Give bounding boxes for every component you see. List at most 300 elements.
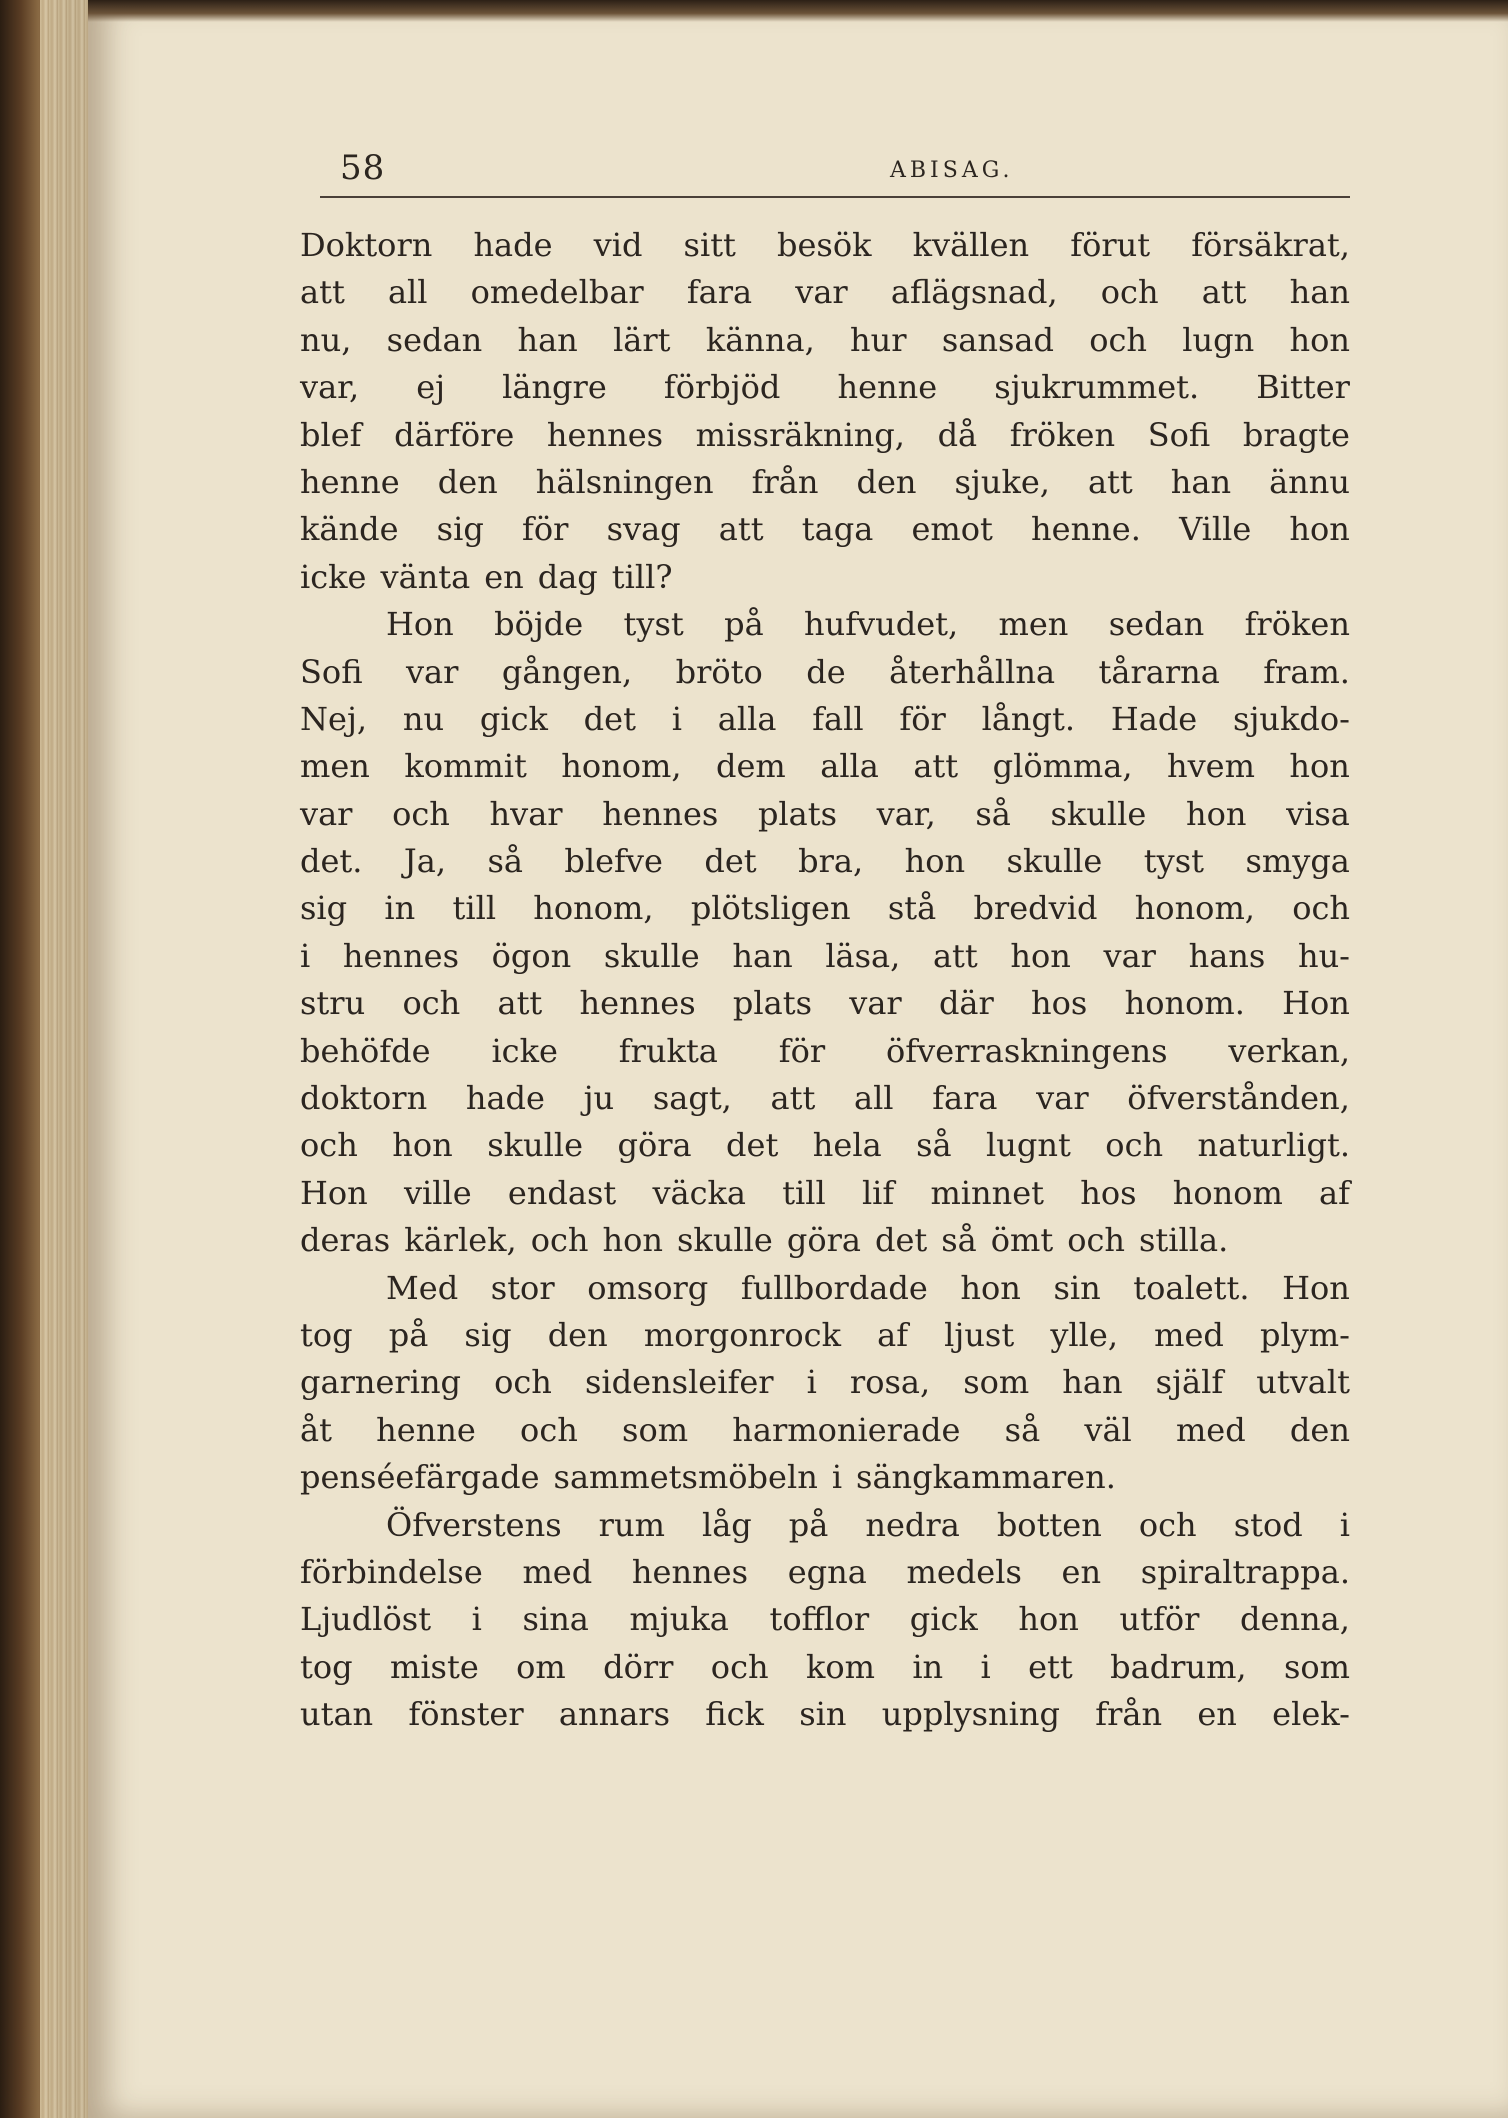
word: fara: [932, 1079, 998, 1118]
word: sin: [799, 1695, 847, 1734]
word: utan: [300, 1695, 374, 1734]
word: alla: [717, 699, 777, 738]
word: af: [877, 1315, 909, 1354]
word: aflägsnad,: [890, 273, 1058, 312]
word: badrum,: [1110, 1647, 1247, 1686]
word: långt.: [981, 699, 1076, 738]
word: förbindelse: [300, 1552, 483, 1591]
word: hon: [960, 1268, 1021, 1307]
word: deras: [300, 1221, 391, 1260]
word: blef: [300, 415, 362, 454]
word: så: [487, 842, 523, 881]
word: den: [437, 462, 498, 501]
word: att: [1087, 462, 1133, 501]
word: det: [583, 699, 636, 738]
word: att: [718, 510, 764, 549]
word: stilla.: [1139, 1221, 1229, 1260]
word: hennes: [631, 1552, 749, 1591]
word: fall: [812, 699, 864, 738]
word: han: [1170, 462, 1232, 501]
word: så: [1004, 1410, 1041, 1449]
word: till: [782, 1173, 826, 1212]
text-line: [300, 459, 1350, 506]
text-line: [300, 1549, 1350, 1596]
text-line: [300, 791, 1350, 838]
word: honom.: [1124, 984, 1245, 1023]
word: känna,: [705, 320, 815, 359]
word: fröken: [1009, 415, 1116, 454]
word: Ljudlöst: [300, 1600, 432, 1639]
word: att: [300, 273, 345, 312]
word: hon: [1185, 794, 1247, 833]
word: och: [1105, 1126, 1164, 1165]
word: utför: [1119, 1600, 1200, 1639]
running-title: ABISAG.: [890, 158, 1014, 183]
word: naturligt.: [1197, 1126, 1350, 1165]
word: ännu: [1269, 462, 1350, 501]
word: spiraltrappa.: [1140, 1552, 1350, 1591]
word: han: [517, 320, 578, 359]
word: återhållna: [889, 652, 1056, 691]
word: som: [622, 1410, 689, 1449]
word: hade: [473, 226, 553, 264]
word: läsa,: [825, 936, 901, 975]
word: det: [726, 1126, 779, 1165]
word: skulle: [677, 1221, 773, 1260]
word: nu: [402, 699, 445, 738]
word: minnet: [930, 1173, 1045, 1212]
word: hon: [1289, 510, 1350, 549]
word: fram.: [1263, 652, 1350, 691]
word: hade: [465, 1079, 545, 1118]
word: sig: [300, 889, 348, 928]
word: med: [1175, 1410, 1246, 1449]
text-line: [300, 364, 1350, 411]
word: en: [484, 557, 524, 596]
word: hon: [1010, 936, 1071, 975]
word: förut: [1070, 226, 1151, 264]
word: honom,: [533, 889, 654, 928]
word: plats: [757, 794, 838, 833]
word: i: [300, 936, 311, 975]
word: annars: [558, 1695, 671, 1734]
text-line: [300, 412, 1350, 459]
word: och: [530, 1221, 589, 1260]
word: honom: [1172, 1173, 1283, 1212]
word: nedra: [865, 1505, 960, 1544]
word: för: [899, 699, 946, 738]
word: garnering: [300, 1363, 462, 1402]
word: behöfde: [300, 1031, 431, 1070]
word: hennes: [546, 415, 664, 454]
word: kommit: [404, 747, 527, 786]
word: han: [1289, 273, 1350, 312]
word: glömma,: [992, 747, 1133, 786]
text-line: [300, 601, 1350, 648]
text-line: [300, 554, 1350, 601]
word: af: [1318, 1173, 1350, 1212]
word: svag: [606, 510, 681, 549]
word: böjde: [494, 605, 584, 644]
word: plötsligen: [690, 889, 851, 928]
word: morgonrock: [643, 1315, 841, 1354]
word: där: [938, 984, 994, 1023]
word: Hon: [300, 1173, 368, 1212]
word: var: [1103, 936, 1156, 975]
word: som: [963, 1363, 1030, 1402]
word: sjukdo-: [1233, 699, 1350, 738]
word: Med: [386, 1268, 459, 1307]
word: och: [300, 1126, 358, 1165]
word: miste: [389, 1647, 479, 1686]
word: medels: [906, 1552, 1022, 1591]
word: henne: [376, 1410, 476, 1449]
word: hennes: [342, 936, 459, 975]
word: och: [1089, 320, 1147, 359]
word: från: [751, 462, 819, 501]
word: sidensleifer: [584, 1363, 774, 1402]
word: skulle: [603, 936, 700, 975]
word: Sofi: [300, 652, 363, 691]
word: penséefärgade: [300, 1458, 540, 1497]
text-line: [300, 269, 1350, 316]
word: hennes: [579, 984, 696, 1023]
word: så: [941, 1221, 977, 1260]
word: Hon: [386, 605, 454, 644]
word: för: [521, 510, 569, 549]
word: lärt: [613, 320, 671, 359]
word: kände: [300, 510, 399, 549]
word: hon: [1018, 1600, 1079, 1639]
word: till?: [611, 557, 673, 596]
text-line: [300, 1265, 1350, 1312]
word: Sofi: [1147, 415, 1211, 454]
word: därföre: [394, 415, 515, 454]
text-line: [300, 1502, 1350, 1549]
text-line: [300, 1359, 1350, 1406]
word: plym-: [1260, 1315, 1350, 1354]
text-line: [300, 1596, 1350, 1643]
word: missräkning,: [695, 415, 905, 454]
text-line: [300, 506, 1350, 553]
word: det.: [300, 842, 363, 881]
word: sitt: [683, 226, 736, 264]
body-text: [300, 222, 1350, 1739]
word: var,: [876, 794, 936, 833]
word: icke: [491, 1031, 558, 1070]
word: så: [975, 794, 1011, 833]
word: stru: [300, 984, 366, 1023]
text-line: [300, 649, 1350, 696]
word: Ja,: [403, 842, 446, 881]
word: sig: [464, 1315, 512, 1354]
word: hon: [602, 1221, 663, 1260]
word: dag: [537, 557, 598, 596]
word: den: [547, 1315, 608, 1354]
word: toalett.: [1133, 1268, 1250, 1307]
word: ögon: [491, 936, 572, 975]
word: då: [937, 415, 978, 454]
word: hon: [1289, 320, 1350, 359]
word: vänta: [380, 557, 471, 596]
word: sängkammaren.: [856, 1458, 1116, 1497]
word: in: [384, 889, 416, 928]
text-line: [300, 1312, 1350, 1359]
word: om: [516, 1647, 566, 1686]
word: tyst: [1143, 842, 1205, 881]
word: lugn: [1182, 320, 1255, 359]
word: hvem: [1166, 747, 1255, 786]
word: ville: [403, 1173, 472, 1212]
word: skulle: [1006, 842, 1103, 881]
word: väl: [1084, 1410, 1132, 1449]
page-number: 58: [340, 148, 386, 188]
word: att: [497, 984, 543, 1023]
word: tårarna: [1098, 652, 1220, 691]
word: henne: [300, 462, 400, 501]
word: mjuka: [629, 1600, 729, 1639]
word: med: [522, 1552, 593, 1591]
word: bragte: [1242, 415, 1350, 454]
word: hur: [850, 320, 907, 359]
word: plats: [732, 984, 812, 1023]
word: och: [402, 984, 461, 1023]
word: öfverraskningens: [886, 1031, 1168, 1070]
word: hela: [812, 1126, 882, 1165]
word: fick: [705, 1695, 764, 1734]
text-line: [300, 1075, 1350, 1122]
word: dem: [716, 747, 786, 786]
word: själf: [1155, 1363, 1224, 1402]
word: ömt: [990, 1221, 1054, 1260]
word: omsorg: [587, 1268, 709, 1307]
word: elek-: [1272, 1695, 1350, 1734]
word: henne.: [1031, 510, 1141, 549]
word: var: [405, 652, 459, 691]
word: tog: [300, 1647, 353, 1686]
word: en: [1061, 1552, 1102, 1591]
word: det: [874, 1221, 928, 1260]
word: skulle: [1050, 794, 1147, 833]
word: kvällen: [912, 226, 1030, 264]
word: i: [980, 1647, 991, 1686]
word: hos: [1080, 1173, 1137, 1212]
word: ljust: [944, 1315, 1015, 1354]
word: var: [795, 273, 848, 312]
word: nu,: [300, 320, 352, 359]
word: som: [1283, 1647, 1350, 1686]
word: skulle: [487, 1126, 584, 1165]
word: att: [770, 1079, 816, 1118]
word: all: [387, 273, 428, 312]
word: och: [1292, 889, 1350, 928]
word: blefve: [564, 842, 663, 881]
word: en: [1197, 1695, 1237, 1734]
word: fröken: [1244, 605, 1350, 644]
word: rum: [598, 1505, 665, 1544]
word: låg: [701, 1505, 752, 1544]
word: men: [998, 605, 1069, 644]
word: han: [732, 936, 793, 975]
word: harmonierade: [732, 1410, 961, 1449]
text-line: [300, 1407, 1350, 1454]
word: och: [520, 1410, 578, 1449]
text-line: [300, 1691, 1350, 1738]
word: sedan: [386, 320, 483, 359]
text-line: [300, 743, 1350, 790]
word: emot: [911, 510, 993, 549]
word: väcka: [652, 1173, 746, 1212]
word: men: [300, 747, 370, 786]
word: på: [788, 1505, 829, 1544]
word: botten: [996, 1505, 1102, 1544]
word: frukta: [618, 1031, 718, 1070]
word: hans: [1188, 936, 1266, 975]
word: alla: [820, 747, 879, 786]
word: sig: [436, 510, 484, 549]
text-line: [300, 1217, 1350, 1264]
word: taga: [801, 510, 874, 549]
word: dörr: [603, 1647, 674, 1686]
word: sansad: [941, 320, 1054, 359]
word: ylle,: [1050, 1315, 1118, 1354]
word: var,: [300, 368, 360, 407]
word: och: [1100, 273, 1159, 312]
text-line: [300, 1644, 1350, 1691]
word: utvalt: [1256, 1363, 1350, 1402]
text-line: [300, 696, 1350, 743]
word: hufvudet,: [803, 605, 959, 644]
word: för: [778, 1031, 826, 1070]
text-line: [300, 1122, 1350, 1169]
word: längre: [502, 368, 607, 407]
word: förbjöd: [663, 368, 781, 407]
word: hu-: [1297, 936, 1350, 975]
word: endast: [507, 1173, 617, 1212]
text-line: [300, 885, 1350, 932]
word: smyga: [1245, 842, 1350, 881]
word: sedan: [1108, 605, 1205, 644]
text-line: [300, 980, 1350, 1027]
word: kärlek,: [404, 1221, 517, 1260]
word: egna: [787, 1552, 867, 1591]
word: verkan,: [1228, 1031, 1350, 1070]
word: gick: [909, 1600, 978, 1639]
word: in: [912, 1647, 944, 1686]
word: all: [853, 1079, 894, 1118]
word: rosa,: [849, 1363, 931, 1402]
word: fönster: [408, 1695, 524, 1734]
word: och: [710, 1647, 769, 1686]
word: i: [806, 1363, 817, 1402]
word: lif: [861, 1173, 895, 1212]
text-line: [300, 933, 1350, 980]
word: hvar: [489, 794, 563, 833]
word: Hade: [1110, 699, 1198, 738]
word: ju: [583, 1079, 615, 1118]
word: stod: [1233, 1505, 1303, 1544]
word: att: [913, 747, 959, 786]
word: bröto: [675, 652, 763, 691]
word: och: [1067, 1221, 1125, 1260]
word: Hon: [1282, 984, 1350, 1023]
word: vid: [593, 226, 643, 264]
word: ett: [1028, 1647, 1073, 1686]
word: med: [1154, 1315, 1224, 1354]
word: tofflor: [769, 1600, 870, 1639]
word: var: [300, 794, 353, 833]
word: i: [471, 1600, 482, 1639]
word: göra: [786, 1221, 861, 1260]
text-line: [300, 317, 1350, 364]
word: tog: [300, 1315, 353, 1354]
word: fullbordade: [740, 1268, 928, 1307]
word: kom: [805, 1647, 875, 1686]
word: upplysning: [881, 1695, 1060, 1734]
word: i: [831, 1458, 843, 1497]
word: öfverstånden,: [1127, 1079, 1350, 1118]
word: sina: [522, 1600, 589, 1639]
word: den: [856, 462, 917, 501]
word: lugnt: [986, 1126, 1071, 1165]
text-line: [300, 838, 1350, 885]
word: sin: [1053, 1268, 1101, 1307]
word: sammetsmöbeln: [553, 1458, 818, 1497]
word: var: [1036, 1079, 1089, 1118]
text-line: [300, 1170, 1350, 1217]
word: de: [806, 652, 846, 691]
word: denna,: [1240, 1600, 1350, 1639]
word: stå: [887, 889, 937, 928]
word: Hon: [1282, 1268, 1350, 1307]
word: göra: [617, 1126, 692, 1165]
word: på: [388, 1315, 429, 1354]
word: Nej,: [300, 699, 368, 738]
word: gick: [479, 699, 548, 738]
word: henne: [837, 368, 938, 407]
word: Bitter: [1256, 368, 1350, 407]
word: Doktorn: [300, 226, 433, 264]
text-line: [300, 222, 1350, 269]
word: omedelbar: [470, 273, 644, 312]
word: var: [849, 984, 902, 1023]
word: sagt,: [652, 1079, 732, 1118]
word: hennes: [602, 794, 719, 833]
word: försäkrat,: [1191, 226, 1350, 264]
word: doktorn: [300, 1079, 428, 1118]
word: från: [1095, 1695, 1163, 1734]
word: på: [724, 605, 764, 644]
word: han: [1062, 1363, 1123, 1402]
word: ej: [416, 368, 446, 407]
word: besök: [777, 226, 872, 264]
text-line: [300, 1028, 1350, 1075]
header-rule: [320, 196, 1350, 198]
word: sjuke,: [954, 462, 1050, 501]
word: hälsningen: [535, 462, 714, 501]
word: och: [1138, 1505, 1197, 1544]
word: Öfverstens: [386, 1505, 562, 1544]
word: så: [916, 1126, 952, 1165]
word: icke: [300, 557, 367, 596]
word: hon: [1289, 747, 1350, 786]
word: fara: [686, 273, 753, 312]
page-header: [250, 148, 1350, 198]
word: hos: [1031, 984, 1088, 1023]
text-line: [300, 1454, 1350, 1501]
word: Ville: [1179, 510, 1252, 549]
word: tyst: [623, 605, 684, 644]
